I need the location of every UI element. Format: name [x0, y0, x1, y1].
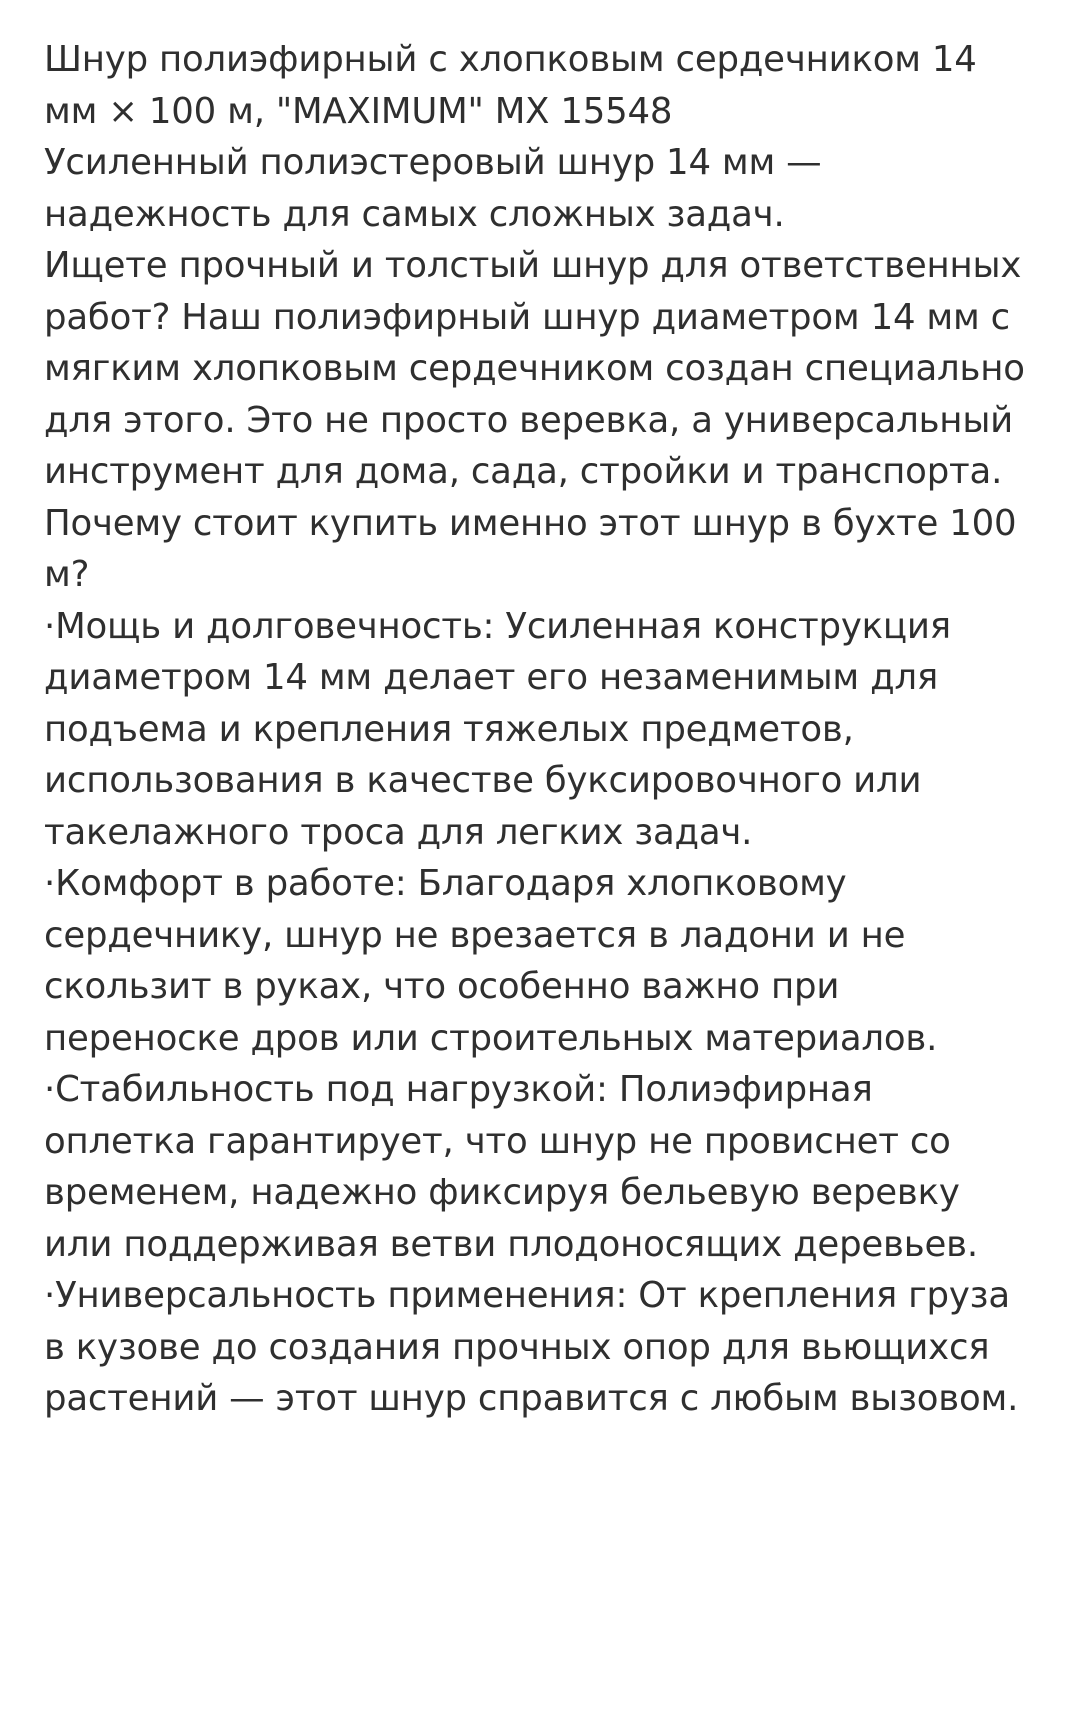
section-question: Почему стоит купить именно этот шнур в бухте 100 м?	[44, 502, 1028, 595]
document-body	[44, 34, 1036, 1425]
benefit-universal: ·Универсальность применения: От крепления груза в кузове до создания прочных опор для вьющихся растений — этот шнур справится с любым вызовом.	[44, 1275, 1021, 1419]
intro-paragraph: Ищете прочный и толстый шнур для ответственных работ? Наш полиэфирный шнур диаметром 14 мм с мягким хлопковым сердечником создан специально для этого. Это не просто веревка, а универсальный инструмент для дома, сада, стройки и транспорта.	[44, 245, 1036, 492]
benefit-power: ·Мощь и долговечность: Усиленная конструкция диаметром 14 мм делает его незаменимым для подъема и крепления тяжелых предметов, использования в качестве буксировочного или такелажного троса для легких задач.	[44, 605, 962, 853]
product-title: Шнур полиэфирный с хлопковым сердечником 14 мм × 100 м, "MAXIMUM" MX 15548	[44, 39, 988, 132]
benefit-comfort: ·Комфорт в работе: Благодаря хлопковому сердечнику, шнур не врезается в ладони и не скользит в руках, что особенно важно при переноске дров или строительных материалов.	[44, 863, 938, 1059]
product-subtitle: Усиленный полиэстеровый шнур 14 мм — надежность для самых сложных задач.	[44, 142, 833, 235]
benefit-stability: ·Стабильность под нагрузкой: Полиэфирная оплетка гарантирует, что шнур не провиснет со временем, надежно фиксируя бельевую веревку или поддерживая ветви плодоносящих деревьев.	[44, 1069, 978, 1265]
